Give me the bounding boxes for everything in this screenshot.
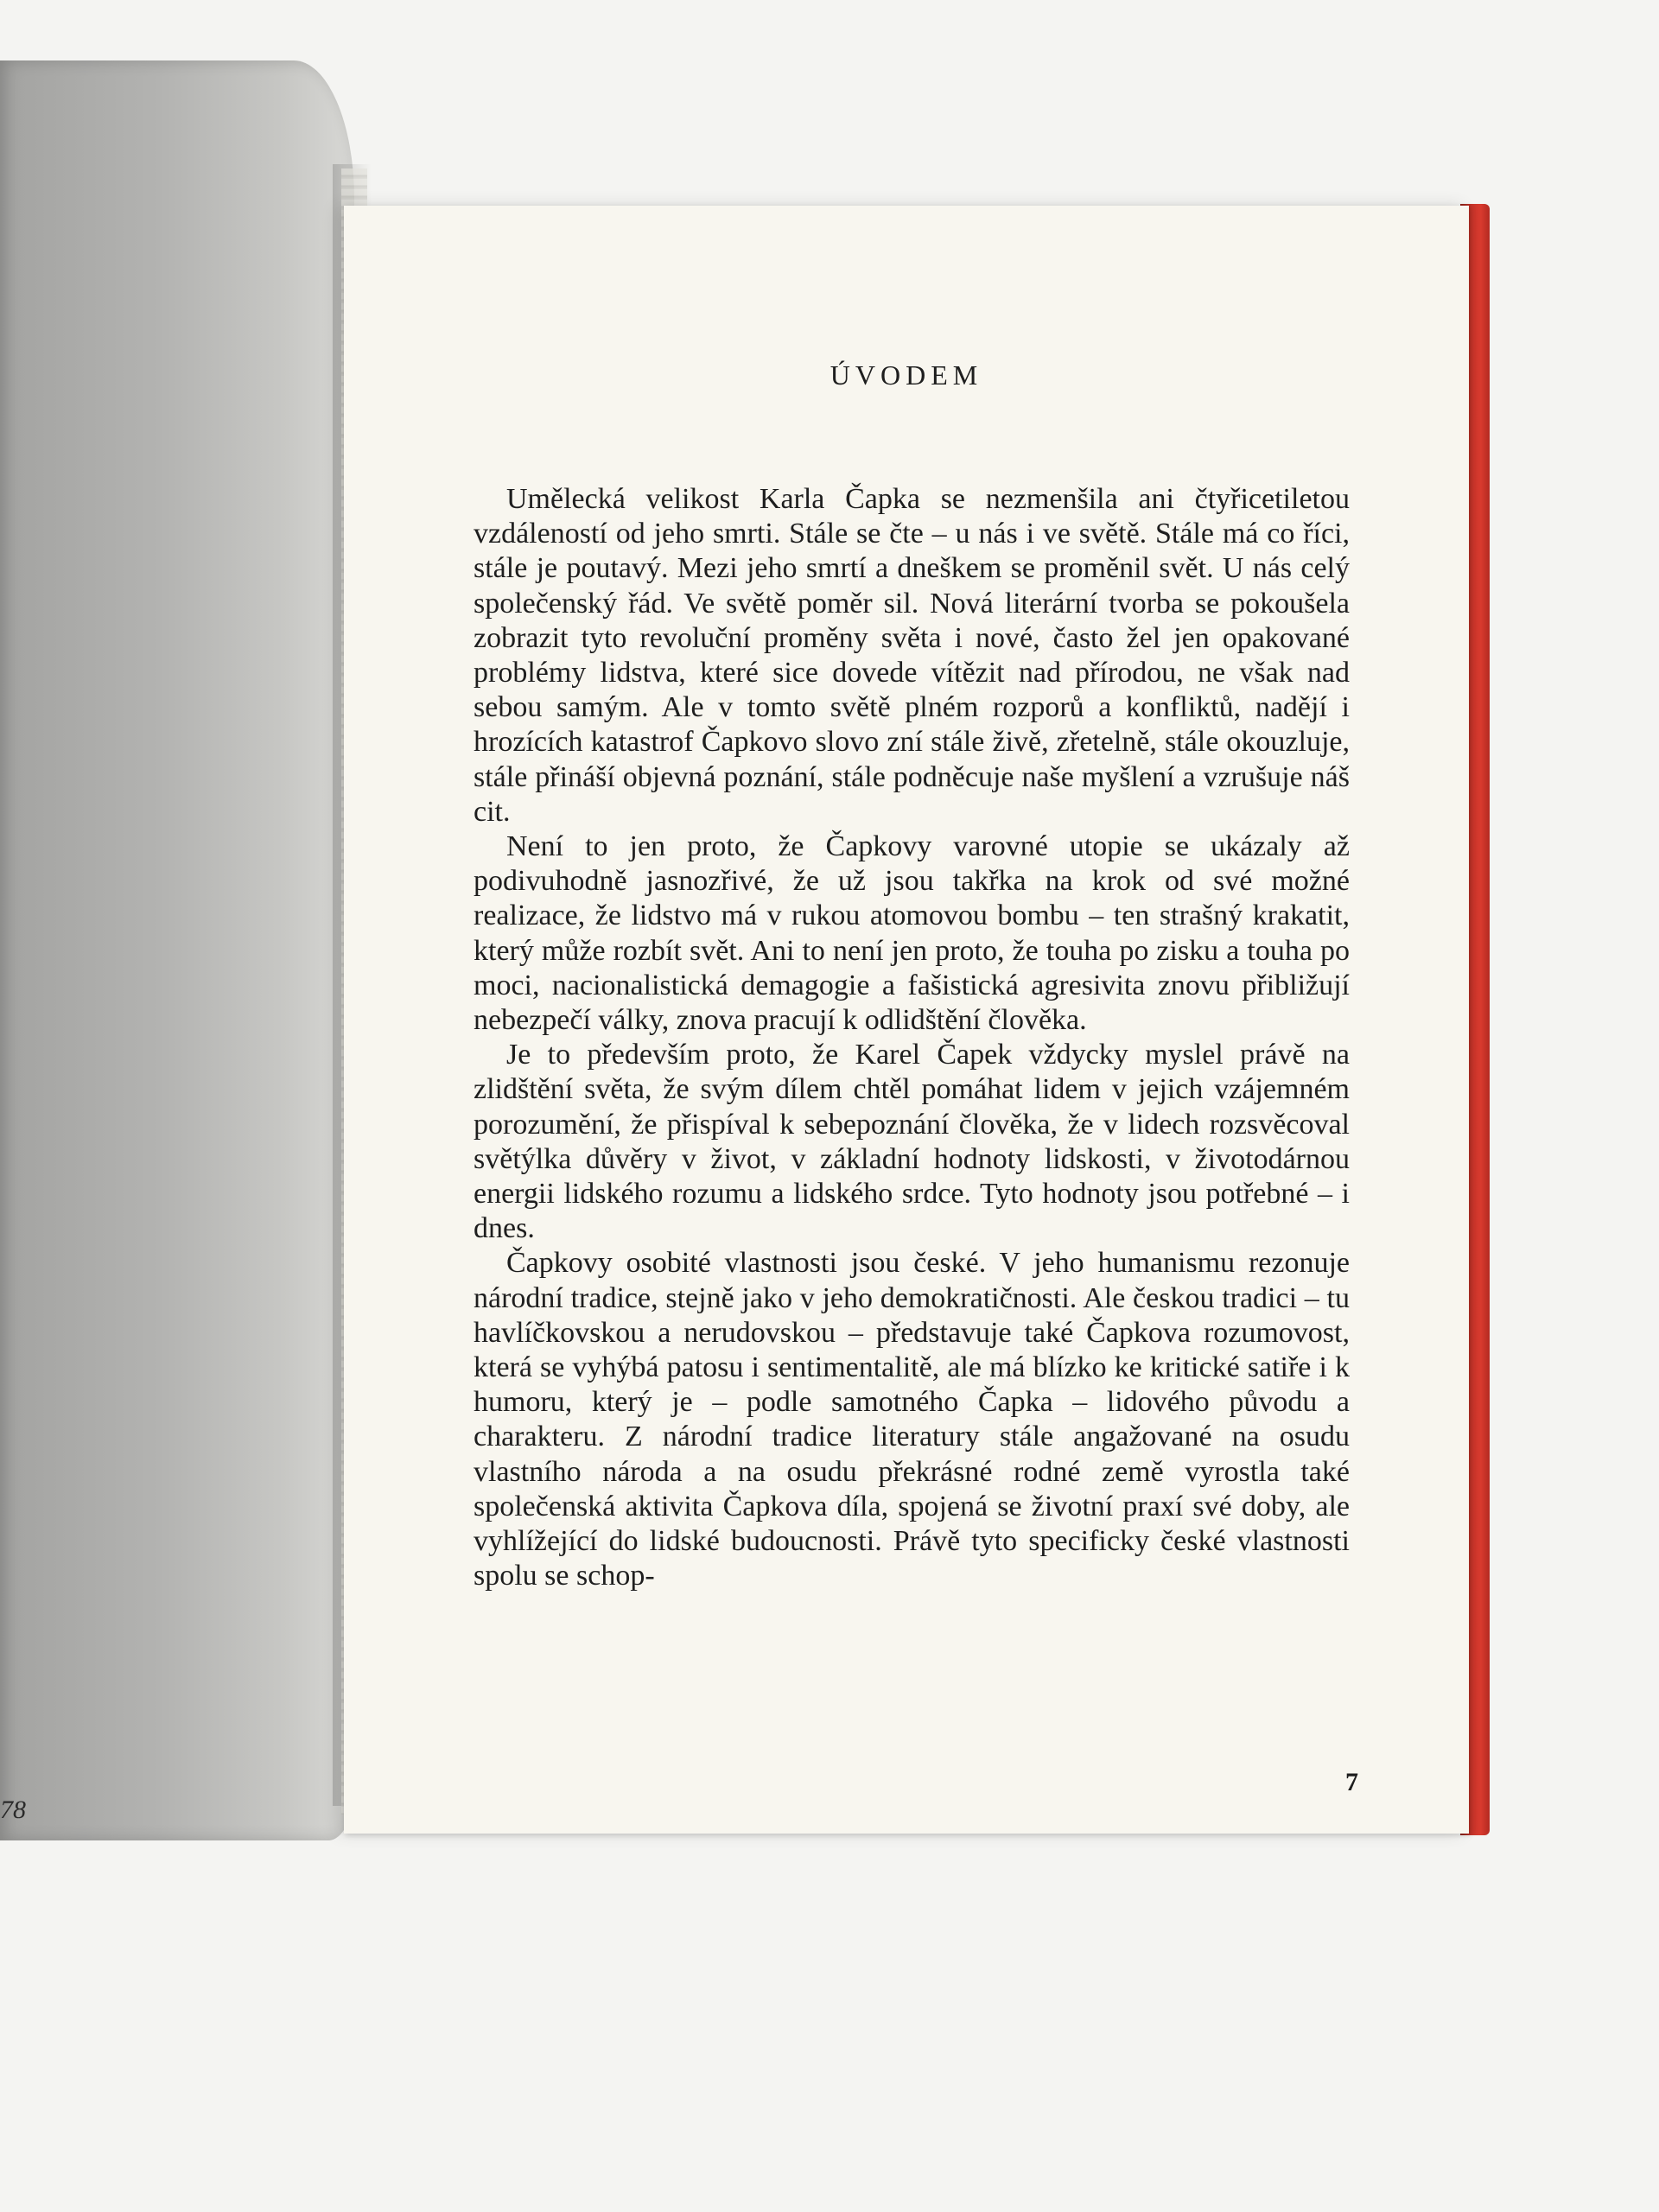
right-page: [344, 206, 1469, 1834]
left-page-number: 78: [0, 1796, 26, 1824]
page-number: 7: [1345, 1768, 1358, 1796]
paragraph-1: Umělecká velikost Karla Čapka se nezmenšila ani čtyřicetiletou vzdáleností od jeho smrti. Stále se čte – u nás i ve světě. Stále má co říci, stále je poutavý. Mezi jeho smrtí a dneškem se proměnil svět. U nás celý společenský řád. Ve světě poměr sil. Nová literární tvorba se pokoušela zobrazit tyto revoluční proměny světa i nové, často žel jen opakované problémy lidstva, které sice dovede vítězit nad přírodou, ne však nad sebou samým. Ale v tomto světě plném rozporů a konfliktů, nadějí i hrozících katastrof Čapkovo slovo zní stále živě, zřetelně, stále okouzluje, stále přináší objevná poznání, stále podněcuje naše myšlení a vzrušuje náš cit.: [474, 483, 1350, 828]
paragraph-4: Čapkovy osobité vlastnosti jsou české. V jeho humanismu rezonuje národní tradice, stejně jako v jeho demokratičnosti. Ale českou tradici – tu havlíčkovskou a nerudovskou – představuje také Čapkova rozumovost, která se vyhýbá patosu i sentimentalitě, ale má blízko ke kritické satiře i k humoru, který je – podle samotného Čapka – lidového původu a charakteru. Z národní tradice literatury stále angažované na osudu vlastního národa a na osudu překrásné rodné země vyrostla také společenská aktivita Čapkova díla, spojená se životní praxí své doby, ale vyhlížející do lidské budoucnosti. Právě tyto specificky české vlastnosti spolu se schop-: [474, 1247, 1350, 1592]
paragraph-3: Je to především proto, že Karel Čapek vždycky myslel právě na zlidštění světa, že svým dílem chtěl pomáhat lidem v jejich vzájemném porozumění, že přispíval k sebepoznání člověka, že v lidech rozsvěcoval světýlka důvěry v život, v základní hodnoty lidskosti, v životodárnou energii lidského rozumu a lidského srdce. Tyto hodnoty jsou potřebné – i dnes.: [474, 1039, 1350, 1245]
paragraph-2: Není to jen proto, že Čapkovy varovné utopie se ukázaly až podivuhodně jasnozřivé, že už jsou takřka na krok od své možné realizace, že lidstvo má v rukou atomovou bombu – ten strašný krakatit, který může rozbít svět. Ani to není jen proto, že touha po zisku a touha po moci, nacionalistická demagogie a fašistická agresivita znovu přibližují nebezpečí války, znova pracují k odlidštění člověka.: [474, 830, 1350, 1037]
left-page: [0, 60, 354, 1840]
body-text: [474, 482, 1350, 1594]
chapter-heading: ÚVODEM: [830, 359, 983, 391]
